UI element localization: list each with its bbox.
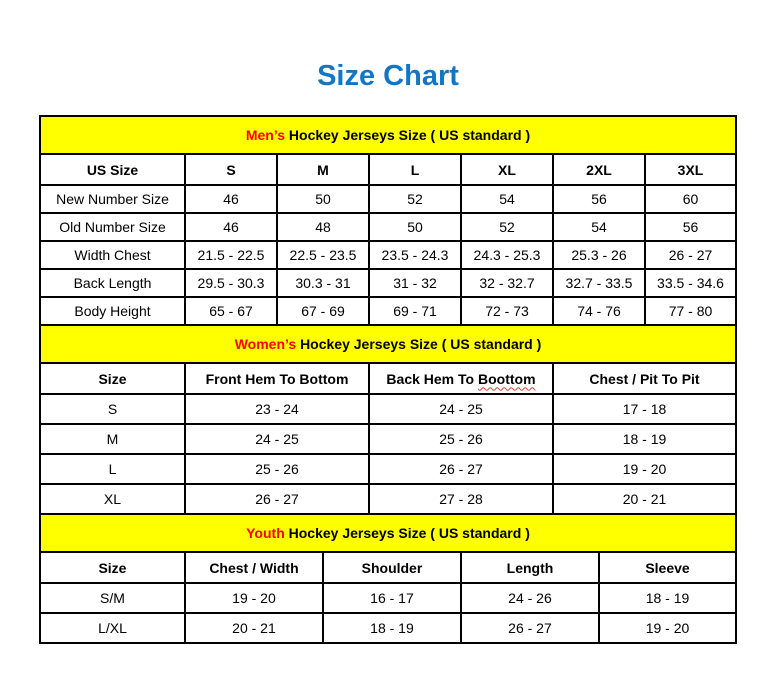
cell: 30.3 - 31 bbox=[277, 269, 369, 297]
row-label: L bbox=[40, 454, 185, 484]
page-title: Size Chart bbox=[317, 60, 459, 92]
youth-section-highlight: Youth bbox=[246, 525, 285, 541]
back-hem-misspelled-word: Boottom bbox=[477, 370, 536, 387]
mens-section-band bbox=[40, 116, 736, 154]
cell: 22.5 - 23.5 bbox=[277, 241, 369, 269]
cell: 26 - 27 bbox=[645, 241, 736, 269]
cell: 46 bbox=[185, 185, 277, 213]
cell: 20 - 21 bbox=[185, 613, 323, 643]
cell: 60 bbox=[645, 185, 736, 213]
cell: 48 bbox=[277, 213, 369, 241]
cell: 74 - 76 bbox=[553, 297, 645, 325]
table-row bbox=[40, 185, 736, 213]
cell: 20 - 21 bbox=[553, 484, 736, 514]
cell: 24 - 25 bbox=[185, 424, 369, 454]
row-label: Body Height bbox=[40, 297, 185, 325]
youth-section-band bbox=[40, 514, 736, 552]
youth-col-sleeve: Sleeve bbox=[599, 552, 736, 583]
table-row bbox=[40, 213, 736, 241]
cell: 32 - 32.7 bbox=[461, 269, 553, 297]
cell: 52 bbox=[369, 185, 461, 213]
womens-section-band bbox=[40, 325, 736, 363]
row-label: XL bbox=[40, 484, 185, 514]
row-label: L/XL bbox=[40, 613, 185, 643]
cell: 26 - 27 bbox=[185, 484, 369, 514]
cell: 29.5 - 30.3 bbox=[185, 269, 277, 297]
cell: 31 - 32 bbox=[369, 269, 461, 297]
cell: 26 - 27 bbox=[369, 454, 553, 484]
youth-size-table bbox=[39, 513, 737, 644]
cell: 69 - 71 bbox=[369, 297, 461, 325]
cell: 67 - 69 bbox=[277, 297, 369, 325]
row-label: Old Number Size bbox=[40, 213, 185, 241]
cell: 32.7 - 33.5 bbox=[553, 269, 645, 297]
table-row bbox=[40, 297, 736, 325]
cell: 52 bbox=[461, 213, 553, 241]
row-label: S/M bbox=[40, 583, 185, 613]
cell: 19 - 20 bbox=[553, 454, 736, 484]
cell: 54 bbox=[461, 185, 553, 213]
cell: 19 - 20 bbox=[185, 583, 323, 613]
row-label: S bbox=[40, 394, 185, 424]
mens-columns-row bbox=[40, 154, 736, 185]
cell: 54 bbox=[553, 213, 645, 241]
cell: 18 - 19 bbox=[323, 613, 461, 643]
cell: 72 - 73 bbox=[461, 297, 553, 325]
cell: 56 bbox=[645, 213, 736, 241]
row-label: M bbox=[40, 424, 185, 454]
table-row bbox=[40, 583, 736, 613]
youth-col-shoulder: Shoulder bbox=[323, 552, 461, 583]
mens-col-2xl: 2XL bbox=[553, 154, 645, 185]
mens-col-3xl: 3XL bbox=[645, 154, 736, 185]
mens-size-table bbox=[39, 115, 737, 326]
cell: 24.3 - 25.3 bbox=[461, 241, 553, 269]
mens-section-highlight: Men’s bbox=[245, 127, 286, 143]
cell: 16 - 17 bbox=[323, 583, 461, 613]
womens-section-header bbox=[40, 325, 736, 363]
womens-columns-row bbox=[40, 363, 736, 394]
womens-size-table bbox=[39, 324, 737, 515]
cell: 23.5 - 24.3 bbox=[369, 241, 461, 269]
mens-col-us-size: US Size bbox=[40, 154, 185, 185]
cell: 17 - 18 bbox=[553, 394, 736, 424]
womens-section-title-rest: Hockey Jerseys Size ( US standard ) bbox=[300, 336, 542, 352]
cell: 65 - 67 bbox=[185, 297, 277, 325]
cell: 26 - 27 bbox=[461, 613, 599, 643]
youth-col-length: Length bbox=[461, 552, 599, 583]
mens-col-m: M bbox=[277, 154, 369, 185]
cell: 18 - 19 bbox=[553, 424, 736, 454]
cell: 21.5 - 22.5 bbox=[185, 241, 277, 269]
womens-col-front-hem: Front Hem To Bottom bbox=[185, 363, 369, 394]
mens-col-s: S bbox=[185, 154, 277, 185]
table-row bbox=[40, 269, 736, 297]
mens-section-title-rest: Hockey Jerseys Size ( US standard ) bbox=[288, 127, 531, 143]
table-row bbox=[40, 454, 736, 484]
youth-col-size: Size bbox=[40, 552, 185, 583]
cell: 46 bbox=[185, 213, 277, 241]
cell: 18 - 19 bbox=[599, 583, 736, 613]
cell: 19 - 20 bbox=[599, 613, 736, 643]
cell: 25 - 26 bbox=[185, 454, 369, 484]
youth-section-header bbox=[40, 514, 736, 552]
womens-col-back-hem bbox=[369, 363, 553, 394]
table-row bbox=[40, 424, 736, 454]
cell: 56 bbox=[553, 185, 645, 213]
cell: 50 bbox=[277, 185, 369, 213]
cell: 24 - 25 bbox=[369, 394, 553, 424]
youth-columns-row bbox=[40, 552, 736, 583]
table-row bbox=[40, 394, 736, 424]
youth-col-chest-width: Chest / Width bbox=[185, 552, 323, 583]
table-row bbox=[40, 484, 736, 514]
cell: 25 - 26 bbox=[369, 424, 553, 454]
cell: 23 - 24 bbox=[185, 394, 369, 424]
table-row bbox=[40, 613, 736, 643]
cell: 27 - 28 bbox=[369, 484, 553, 514]
row-label: Width Chest bbox=[40, 241, 185, 269]
cell: 33.5 - 34.6 bbox=[645, 269, 736, 297]
cell: 25.3 - 26 bbox=[553, 241, 645, 269]
womens-section-highlight: Women’s bbox=[234, 336, 297, 352]
womens-col-chest-pit: Chest / Pit To Pit bbox=[553, 363, 736, 394]
row-label: New Number Size bbox=[40, 185, 185, 213]
cell: 50 bbox=[369, 213, 461, 241]
womens-col-size: Size bbox=[40, 363, 185, 394]
mens-section-header bbox=[40, 116, 736, 154]
mens-col-xl: XL bbox=[461, 154, 553, 185]
cell: 24 - 26 bbox=[461, 583, 599, 613]
cell: 77 - 80 bbox=[645, 297, 736, 325]
row-label: Back Length bbox=[40, 269, 185, 297]
mens-col-l: L bbox=[369, 154, 461, 185]
table-row bbox=[40, 241, 736, 269]
back-hem-prefix: Back Hem To bbox=[386, 370, 475, 387]
youth-section-title-rest: Hockey Jerseys Size ( US standard ) bbox=[288, 525, 530, 541]
